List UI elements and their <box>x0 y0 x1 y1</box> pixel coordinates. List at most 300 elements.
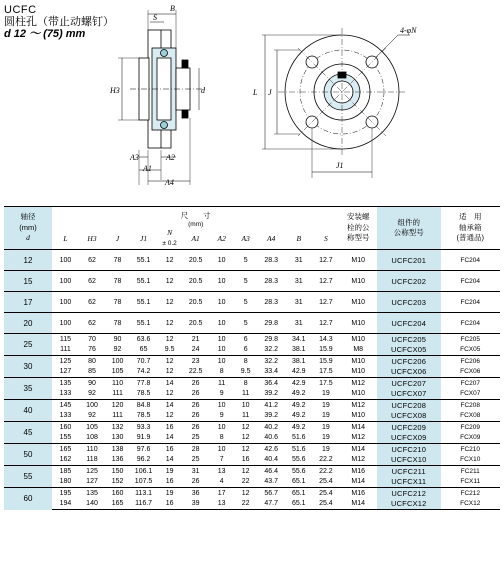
dim-j-cell: 100 <box>105 356 130 367</box>
dim-j1-cell: 91.9 <box>136 434 151 442</box>
table-row <box>4 250 500 271</box>
dim-a3-cell: 11 <box>242 412 250 420</box>
dim-a2-cell: 10 <box>209 271 234 292</box>
dim-j1-cell: 116.7 <box>130 499 157 510</box>
dim-l-cell: 145 <box>52 400 79 411</box>
bolt-cell: M12 <box>351 434 366 442</box>
dim-l-cell: 125 <box>52 356 79 367</box>
dim-h3-cell: 105 <box>79 422 105 433</box>
technical-drawings <box>0 0 504 205</box>
dim-s-cell: 19 <box>312 444 339 455</box>
dim-j1-cell: 65 <box>139 346 148 354</box>
dim-l-cell: 194 <box>52 499 79 510</box>
dim-s-cell: 25.4 <box>319 478 333 486</box>
dim-j-cell: 160 <box>105 488 130 499</box>
shaft-diameter-cell: 15 <box>4 271 52 292</box>
dim-a4-cell: 29.8 <box>257 334 285 345</box>
unit-model-cell: UCFC205 <box>377 334 441 345</box>
dim-l-cell: 162 <box>59 456 72 464</box>
bolt-cell: M12 <box>351 456 366 464</box>
dim-a4-cell: 29.8 <box>257 313 285 334</box>
dim-a3-cell: 22 <box>234 499 257 510</box>
table-row <box>4 292 500 313</box>
dim-a4-cell: 39.2 <box>264 412 278 420</box>
dim-s-cell: 25.4 <box>312 488 339 499</box>
unit-model-cell: UCFCX12 <box>377 499 441 510</box>
dim-a1-cell: 26 <box>191 412 200 420</box>
dim-n-cell: 12 <box>157 313 182 334</box>
col-A4: A4 <box>257 228 285 250</box>
unit-model-cell: UCFCX11 <box>377 477 441 488</box>
label-A1: A1 <box>143 164 152 173</box>
dim-a2-cell: 11 <box>209 378 234 389</box>
dim-a3-cell: 10 <box>234 400 257 411</box>
dim-n-cell: 16 <box>157 422 182 433</box>
dim-b-cell: 55.6 <box>291 456 306 464</box>
dim-j-cell: 78 <box>105 271 130 292</box>
dim-j1-cell: 55.1 <box>130 250 157 271</box>
dim-s-cell: 15.9 <box>319 346 333 354</box>
housing-model-cell: FC204 <box>441 271 500 292</box>
label-holes: 4-φN <box>400 26 417 35</box>
unit-model-cell: UCFC203 <box>377 292 441 313</box>
bolt-cell: M14 <box>339 422 377 433</box>
table-row <box>4 313 500 334</box>
label-H3: H3 <box>110 86 120 95</box>
dim-a4-cell: 43.7 <box>264 478 278 486</box>
table-row <box>4 345 500 356</box>
dim-j-cell: 150 <box>105 466 130 477</box>
bolt-cell: M10 <box>339 334 377 345</box>
dim-s-cell: 19 <box>321 390 330 398</box>
dim-s-cell: 22.2 <box>312 466 339 477</box>
dim-j-cell: 136 <box>111 456 124 464</box>
dim-h3-cell: 92 <box>88 390 96 398</box>
col-H3: H3 <box>79 228 105 250</box>
dim-a2-cell: 8 <box>219 368 224 376</box>
label-L: L <box>253 88 258 97</box>
dim-a4-cell: 40.6 <box>264 434 278 442</box>
dim-h3-cell: 85 <box>88 368 96 376</box>
table-row <box>4 400 500 411</box>
col-J: J <box>105 228 130 250</box>
label-B: B <box>170 4 175 13</box>
bolt-cell: M14 <box>339 444 377 455</box>
header-bolt: 安装螺 栓的公 称型号 <box>339 207 377 250</box>
shaft-diameter-cell: 45 <box>4 422 52 444</box>
set-screw-bottom <box>182 110 188 118</box>
dim-a3-cell: 11 <box>242 390 250 398</box>
dim-h3-cell: 135 <box>79 488 105 499</box>
dim-h3-cell: 76 <box>88 346 96 354</box>
label-d: d <box>201 86 205 95</box>
dim-n-cell: 12 <box>157 250 182 271</box>
dim-a1-cell: 28 <box>182 444 209 455</box>
table-row <box>4 488 500 499</box>
dim-n-cell: 19 <box>157 488 182 499</box>
bolt-cell: M10 <box>339 271 377 292</box>
dim-s-cell: 22.2 <box>319 456 333 464</box>
shaft-diameter-cell: 30 <box>4 356 52 378</box>
header-shaft: 轴径 (mm) d <box>4 207 52 250</box>
dim-b-cell: 42.9 <box>285 378 312 389</box>
dim-s-cell: 19 <box>321 412 330 420</box>
label-J1: J1 <box>336 161 344 170</box>
dim-a3-cell: 8 <box>234 378 257 389</box>
dim-a1-cell: 26 <box>182 422 209 433</box>
dim-h3-cell: 62 <box>79 271 105 292</box>
dim-b-cell: 42.9 <box>291 368 306 376</box>
dim-a2-cell: 13 <box>209 499 234 510</box>
dim-s-cell: 12.7 <box>312 292 339 313</box>
dim-l-cell: 195 <box>52 488 79 499</box>
dim-a1-cell: 36 <box>182 488 209 499</box>
unit-model-cell: UCFC211 <box>377 466 441 477</box>
dim-a2-cell: 4 <box>219 478 224 486</box>
dim-h3-cell: 92 <box>88 412 96 420</box>
shaft-diameter-cell: 12 <box>4 250 52 271</box>
dim-h3-cell: 80 <box>79 356 105 367</box>
housing-model-cell: FCX10 <box>460 456 481 464</box>
dim-a2-cell: 10 <box>209 444 234 455</box>
dim-a2-cell: 9 <box>219 390 224 398</box>
dim-h3-cell: 100 <box>79 400 105 411</box>
housing-model-cell: FC204 <box>441 313 500 334</box>
bolt-cell: M14 <box>351 478 366 486</box>
dim-b-cell: 49.2 <box>285 422 312 433</box>
header-unit-model: 组件的 公称型号 <box>377 207 441 250</box>
dim-a4-cell: 40.2 <box>257 422 285 433</box>
shaft-diameter-cell: 35 <box>4 378 52 400</box>
dim-j-cell: 132 <box>105 422 130 433</box>
table-row <box>4 411 500 422</box>
dim-a2-cell: 10 <box>209 292 234 313</box>
dim-l-cell: 155 <box>59 434 72 442</box>
dim-j1-cell: 55.1 <box>130 292 157 313</box>
dim-n-cell: 9.5 <box>164 346 175 354</box>
dim-a1-cell: 26 <box>191 478 200 486</box>
housing-model-cell: FC208 <box>441 400 500 411</box>
shaft-diameter-cell: 20 <box>4 313 52 334</box>
dim-l-cell: 135 <box>52 378 79 389</box>
dim-a3-cell: 12 <box>234 444 257 455</box>
ball-top <box>161 50 168 57</box>
table-row <box>4 477 500 488</box>
housing-model-cell: FC210 <box>441 444 500 455</box>
dim-n-cell: 16 <box>157 444 182 455</box>
shaft-diameter-cell: 55 <box>4 466 52 488</box>
table-row <box>4 356 500 367</box>
dim-b-cell: 55.6 <box>285 466 312 477</box>
unit-model-cell: UCFC207 <box>377 378 441 389</box>
dim-j-cell: 138 <box>105 444 130 455</box>
size-range: d 12 ～ (75) mm <box>4 28 86 40</box>
housing-model-cell: FC211 <box>441 466 500 477</box>
bolt-cell: M12 <box>339 400 377 411</box>
shaft-diameter-cell: 25 <box>4 334 52 356</box>
dim-s-cell: 25.4 <box>312 499 339 510</box>
dim-a4-cell: 56.7 <box>257 488 285 499</box>
dim-h3-cell: 125 <box>79 466 105 477</box>
dim-l-cell: 160 <box>52 422 79 433</box>
unit-model-cell: UCFC210 <box>377 444 441 455</box>
dim-j1-cell: 74.2 <box>136 368 151 376</box>
housing-model-cell: FC205 <box>441 334 500 345</box>
housing-model-cell: FC212 <box>441 488 500 499</box>
housing-model-cell: FCX09 <box>460 434 481 442</box>
dim-n-cell: 14 <box>157 400 182 411</box>
dim-s-cell: 19 <box>312 400 339 411</box>
dim-n-cell: 12 <box>157 271 182 292</box>
dim-a2-cell: 10 <box>209 422 234 433</box>
unit-model-cell: UCFCX10 <box>377 455 441 466</box>
dim-n-cell: 16 <box>165 478 174 486</box>
dim-n-cell: 12 <box>157 292 182 313</box>
header-dims: 尺 寸 <box>52 207 340 222</box>
dim-a2-cell: 10 <box>209 313 234 334</box>
dim-a3-cell: 5 <box>234 250 257 271</box>
dim-j-cell: 90 <box>105 334 130 345</box>
dim-s-cell: 12.7 <box>312 250 339 271</box>
dim-a2-cell: 8 <box>219 434 224 442</box>
dim-n-cell: 12 <box>165 368 174 376</box>
dim-b-cell: 49.2 <box>291 390 306 398</box>
dim-j-cell: 92 <box>113 346 122 354</box>
col-B: B <box>285 228 312 250</box>
shaft-diameter-cell: 50 <box>4 444 52 466</box>
dim-j1-cell: 97.6 <box>130 444 157 455</box>
dim-j-cell: 105 <box>111 368 124 376</box>
dim-a1-cell: 25 <box>191 434 200 442</box>
dim-a2-cell: 10 <box>209 400 234 411</box>
col-A3: A3 <box>234 228 257 250</box>
dim-n-cell: 12 <box>165 412 174 420</box>
dim-a4-cell: 28.3 <box>257 250 285 271</box>
housing-model-cell: FC206 <box>441 356 500 367</box>
dim-a1-cell: 39 <box>182 499 209 510</box>
bolt-cell: M8 <box>353 346 364 354</box>
spec-table <box>4 206 500 510</box>
label-A4: A4 <box>165 178 174 187</box>
dim-l-cell: 100 <box>52 292 79 313</box>
unit-model-cell: UCFC212 <box>377 488 441 499</box>
dim-j1-cell: 78.5 <box>136 412 151 420</box>
dim-a3-cell: 8 <box>234 356 257 367</box>
label-A3: A3 <box>130 153 139 162</box>
dim-b-cell: 51.6 <box>285 444 312 455</box>
dim-b-cell: 65.1 <box>291 478 306 486</box>
table-row <box>4 444 500 455</box>
bolt-cell: M12 <box>339 378 377 389</box>
dim-h3-cell: 140 <box>79 499 105 510</box>
dim-j-cell: 78 <box>105 250 130 271</box>
set-screw-top <box>182 60 188 68</box>
dim-h3-cell: 70 <box>79 334 105 345</box>
dim-n-cell: 14 <box>157 378 182 389</box>
housing-model-cell: FC204 <box>441 292 500 313</box>
table-row <box>4 466 500 477</box>
dim-l-cell: 180 <box>59 478 72 486</box>
col-J1: J1 <box>130 228 157 250</box>
dim-a1-cell: 24 <box>191 346 200 354</box>
dim-h3-cell: 62 <box>79 313 105 334</box>
dim-a1-cell: 21 <box>182 334 209 345</box>
dim-j-cell: 152 <box>111 478 124 486</box>
dim-l-cell: 133 <box>59 412 72 420</box>
dim-a1-cell: 26 <box>182 400 209 411</box>
table-row <box>4 389 500 400</box>
dim-a1-cell: 20.5 <box>182 292 209 313</box>
bolt-cell: M14 <box>339 499 377 510</box>
series-code: UCFC <box>4 4 37 16</box>
dim-s-cell: 17.5 <box>312 378 339 389</box>
dim-a4-cell: 32.2 <box>264 346 278 354</box>
dim-a2-cell: 13 <box>209 466 234 477</box>
shaft-diameter-cell: 40 <box>4 400 52 422</box>
dim-j-cell: 130 <box>111 434 124 442</box>
unit-model-cell: UCFC204 <box>377 313 441 334</box>
dim-a1-cell: 25 <box>191 456 200 464</box>
dim-h3-cell: 90 <box>79 378 105 389</box>
unit-model-cell: UCFC209 <box>377 422 441 433</box>
table-row <box>4 378 500 389</box>
dim-j-cell: 78 <box>105 313 130 334</box>
dim-n-cell: 12 <box>165 390 174 398</box>
unit-model-cell: UCFC206 <box>377 356 441 367</box>
dim-j-cell: 78 <box>105 292 130 313</box>
bolt-cell: M10 <box>339 313 377 334</box>
unit-model-cell: UCFC201 <box>377 250 441 271</box>
unit-model-cell: UCFCX07 <box>377 389 441 400</box>
dim-n-cell: 12 <box>157 334 182 345</box>
dim-s-cell: 14.3 <box>312 334 339 345</box>
dim-l-cell: 100 <box>52 250 79 271</box>
dim-a4-cell: 32.2 <box>257 356 285 367</box>
dim-a3-cell: 12 <box>234 466 257 477</box>
housing-model-cell: FC209 <box>441 422 500 433</box>
table-row <box>4 422 500 433</box>
dim-h3-cell: 62 <box>79 250 105 271</box>
bolt-cell: M10 <box>351 368 366 376</box>
dim-a4-cell: 46.4 <box>257 466 285 477</box>
dim-b-cell: 38.1 <box>291 346 306 354</box>
label-A2: A2 <box>166 153 175 162</box>
dim-l-cell: 100 <box>52 271 79 292</box>
dim-b-cell: 31 <box>285 271 312 292</box>
bolt-cell: M16 <box>339 466 377 477</box>
dim-a2-cell: 10 <box>209 250 234 271</box>
dim-j1-cell: 113.1 <box>130 488 157 499</box>
dim-h3-cell: 108 <box>86 434 98 442</box>
housing-model-cell: FCX11 <box>460 478 481 486</box>
dim-a2-cell: 9 <box>219 412 224 420</box>
unit-model-cell: UCFCX06 <box>377 367 441 378</box>
table-row <box>4 455 500 466</box>
dim-a1-cell: 31 <box>182 466 209 477</box>
header-dims-unit: (mm) <box>188 221 204 228</box>
dim-j1-cell: 96.2 <box>136 456 151 464</box>
table-row <box>4 433 500 444</box>
unit-model-cell: UCFC208 <box>377 400 441 411</box>
dim-a2-cell: 17 <box>209 488 234 499</box>
dim-j1-cell: 55.1 <box>130 271 157 292</box>
dim-a3-cell: 5 <box>234 271 257 292</box>
dim-b-cell: 65.1 <box>285 499 312 510</box>
dim-j1-cell: 84.8 <box>130 400 157 411</box>
dim-l-cell: 111 <box>60 346 71 354</box>
dim-s-cell: 12.7 <box>312 313 339 334</box>
dim-j1-cell: 70.7 <box>130 356 157 367</box>
dim-j1-cell: 63.6 <box>130 334 157 345</box>
col-A1: A1 <box>182 228 209 250</box>
dim-j1-cell: 107.5 <box>134 478 153 486</box>
dim-b-cell: 31 <box>285 292 312 313</box>
dim-a4-cell: 42.6 <box>257 444 285 455</box>
housing-model-cell: FC207 <box>441 378 500 389</box>
shaft-diameter-cell: 17 <box>4 292 52 313</box>
bolt-cell: M10 <box>339 250 377 271</box>
dim-j1-cell: 106.1 <box>130 466 157 477</box>
dim-a2-cell: 10 <box>209 334 234 345</box>
dim-a2-cell: 10 <box>217 346 226 354</box>
dim-a4-cell: 47.7 <box>257 499 285 510</box>
col-L: L <box>52 228 79 250</box>
dim-h3-cell: 127 <box>86 478 98 486</box>
ball-bottom <box>161 122 168 129</box>
dim-s-cell: 17.5 <box>319 368 333 376</box>
bolt-cell: M10 <box>339 292 377 313</box>
dim-b-cell: 38.1 <box>285 356 312 367</box>
unit-model-cell: UCFCX08 <box>377 411 441 422</box>
dim-n-cell: 19 <box>157 466 182 477</box>
dim-n-cell: 14 <box>165 456 174 464</box>
col-A2: A2 <box>209 228 234 250</box>
dim-a1-cell: 23 <box>182 356 209 367</box>
dim-a1-cell: 20.5 <box>182 250 209 271</box>
housing-model-cell: FCX08 <box>460 412 481 420</box>
dim-n-cell: 12 <box>157 356 182 367</box>
dim-a3-cell: 16 <box>241 456 250 464</box>
bolt-cell: M16 <box>339 488 377 499</box>
dim-h3-cell: 118 <box>86 456 98 464</box>
dim-j-cell: 120 <box>105 400 130 411</box>
dim-a3-cell: 22 <box>241 478 250 486</box>
dim-l-cell: 165 <box>52 444 79 455</box>
dim-j1-cell: 93.3 <box>130 422 157 433</box>
unit-model-cell: UCFCX05 <box>377 345 441 356</box>
label-J: J <box>268 88 272 97</box>
dim-a1-cell: 26 <box>182 378 209 389</box>
dim-j-cell: 111 <box>112 390 123 398</box>
dim-n-cell: 14 <box>165 434 174 442</box>
unit-model-cell: UCFCX09 <box>377 433 441 444</box>
dim-a3-cell: 5 <box>234 313 257 334</box>
dim-a1-cell: 20.5 <box>182 313 209 334</box>
dim-a4-cell: 36.4 <box>257 378 285 389</box>
dim-b-cell: 51.6 <box>291 434 306 442</box>
spec-table-header <box>4 207 500 250</box>
housing-model-cell: FCX07 <box>460 390 481 398</box>
dim-a3-cell: 6 <box>243 346 248 354</box>
shaft-diameter-cell: 60 <box>4 488 52 510</box>
dim-j1-cell: 55.1 <box>130 313 157 334</box>
dim-l-cell: 100 <box>52 313 79 334</box>
dim-a4-cell: 28.3 <box>257 292 285 313</box>
dim-a4-cell: 39.2 <box>264 390 278 398</box>
dim-a1-cell: 22.5 <box>188 368 203 376</box>
dim-s-cell: 15.9 <box>312 356 339 367</box>
dim-l-cell: 185 <box>52 466 79 477</box>
